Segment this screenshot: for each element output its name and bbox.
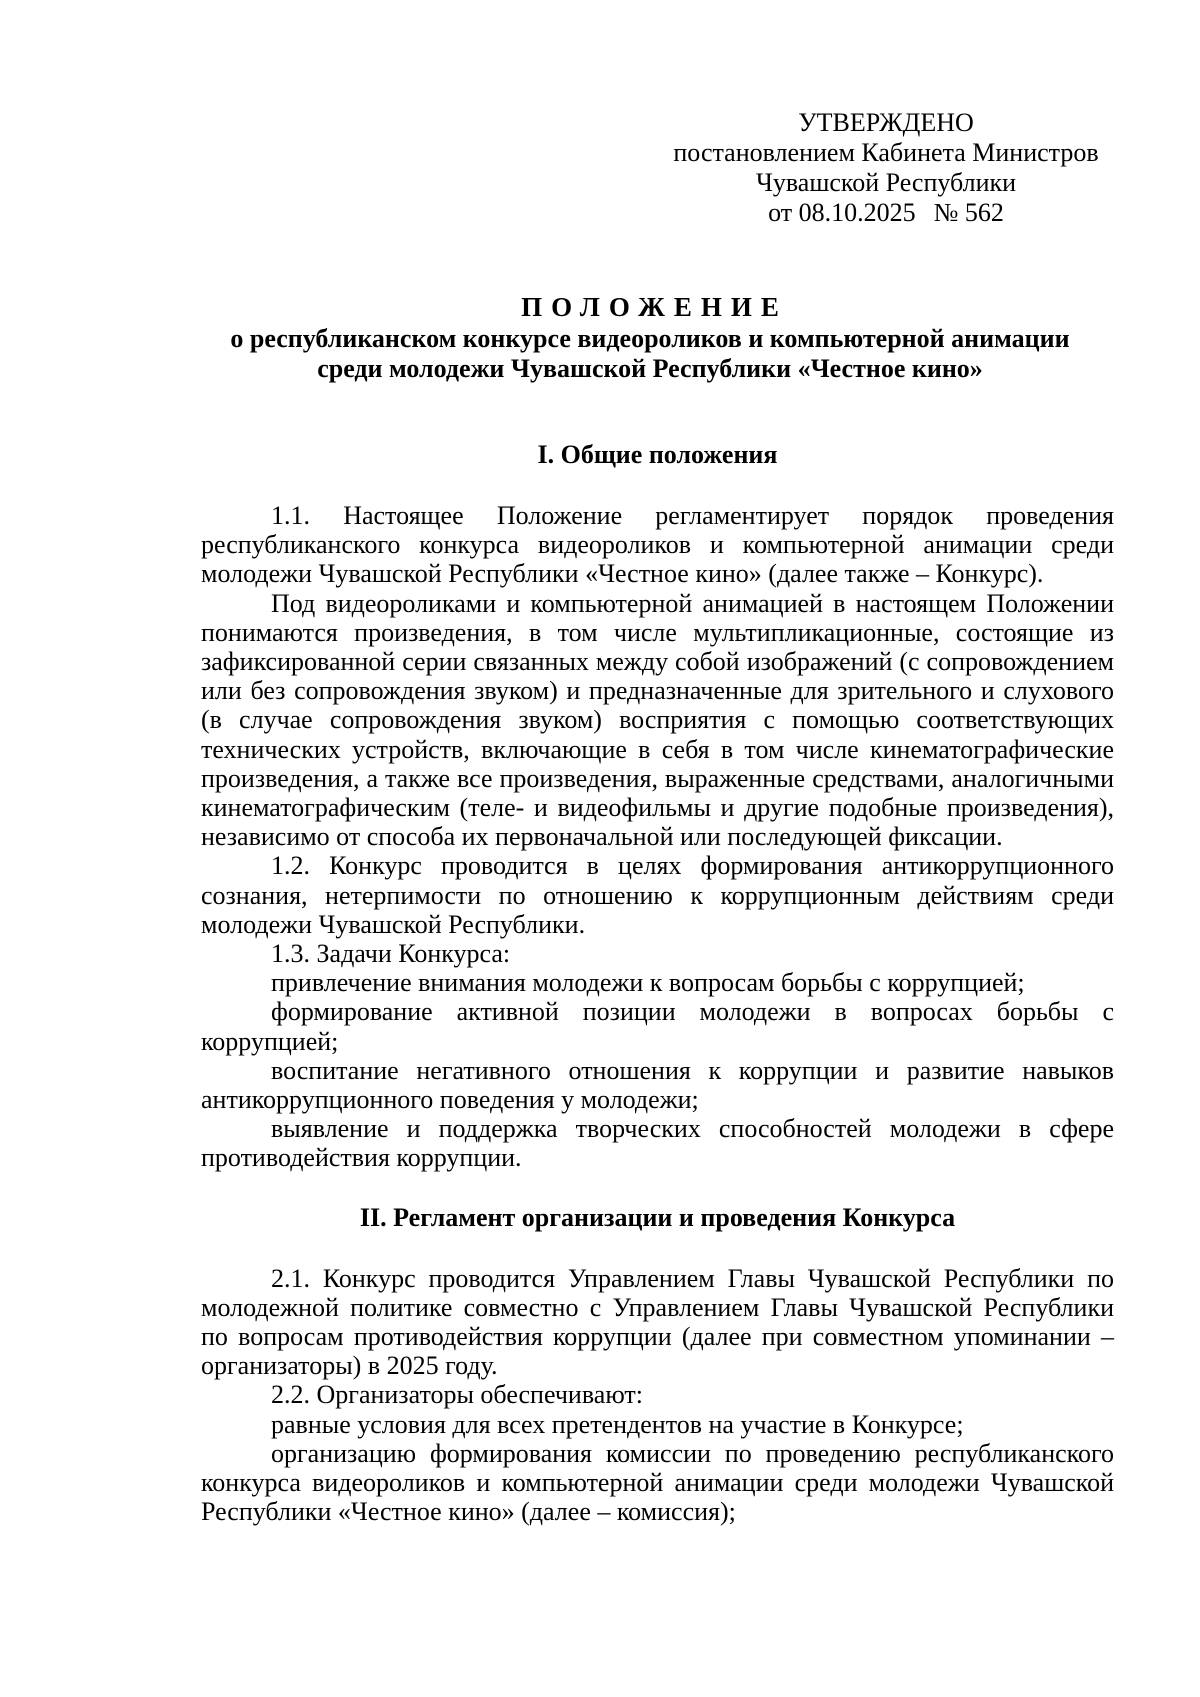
- paragraph: 1.3. Задачи Конкурса:: [271, 939, 511, 969]
- document-title: ПОЛОЖЕНИЕ: [521, 292, 788, 322]
- list-item: привлечение внимания молодежи к вопросам борьбы с коррупцией;: [271, 968, 1025, 998]
- approval-stamp: [668, 108, 1104, 228]
- section-1-heading: I. Общие положения: [537, 440, 778, 469]
- document-body: [201, 440, 1114, 1527]
- list-item: формирование активной позиции молодежи в вопросах борьбы с коррупцией;: [201, 997, 1114, 1056]
- approval-line-3: Чувашской Республики: [755, 168, 1017, 197]
- approval-line-2: постановлением Кабинета Министров: [673, 138, 1099, 167]
- document-title-block: [186, 290, 1114, 384]
- approval-number: № 562: [933, 198, 1004, 227]
- document-subtitle-line-1: о республиканском конкурсе видеороликов и компьютерной анимации: [230, 324, 1070, 353]
- list-item: равные условия для всех претендентов на участие в Конкурсе;: [271, 1409, 964, 1439]
- paragraph: Под видеороликами и компьютерной анимацией в настоящем Положении понимаются произведения, в том числе мультипликационные, состоящие из зафиксированной серии связанных между собой изображений (с сопровождением или без сопровождения звуком) и предназначенные для зрительного и слухового (в случае сопровождения звуком) восприятия с помощью соответствующих технических устройств, включающие в себя в том числе кинематографические произведения, а также все произведения, выраженные средствами, аналогичными кинематографическим (теле- и видеофильмы и другие подобные произведения), независимо от способа их первоначальной или последующей фиксации.: [201, 588, 1114, 852]
- approval-line-1: УТВЕРЖДЕНО: [798, 108, 974, 137]
- approval-date: от 08.10.2025: [768, 198, 916, 227]
- paragraph: 2.1. Конкурс проводится Управлением Главы Чувашской Республики по молодежной политике совместно с Управлением Главы Чувашской Республики по вопросам противодействия коррупции (далее при совместном упоминании – организаторы) в 2025 году.: [201, 1263, 1114, 1381]
- list-item: организацию формирования комиссии по проведению республиканского конкурса видеороликов и компьютерной анимации среди молодежи Чувашской Республики «Честное кино» (далее – комиссия);: [201, 1438, 1114, 1527]
- document-subtitle-line-2: среди молодежи Чувашской Республики «Честное кино»: [317, 354, 983, 383]
- list-item: воспитание негативного отношения к коррупции и развитие навыков антикоррупционного поведения у молодежи;: [201, 1055, 1114, 1115]
- paragraph: 2.2. Организаторы обеспечивают:: [271, 1380, 643, 1410]
- paragraph: 1.1. Настоящее Положение регламентирует порядок проведения республиканского конкурса видеороликов и компьютерной анимации среди молодежи Чувашской Республики «Честное кино» (далее также – Конкурс).: [201, 501, 1114, 589]
- approval-date-line: [668, 198, 1104, 228]
- paragraph: 1.2. Конкурс проводится в целях формирования антикоррупционного сознания, нетерпимости по отношению к коррупционным действиям среди молодежи Чувашской Республики.: [201, 851, 1114, 939]
- list-item: выявление и поддержка творческих способностей молодежи в сфере противодействия коррупции.: [201, 1114, 1114, 1173]
- section-2-heading: II. Регламент организации и проведения Конкурса: [359, 1202, 956, 1232]
